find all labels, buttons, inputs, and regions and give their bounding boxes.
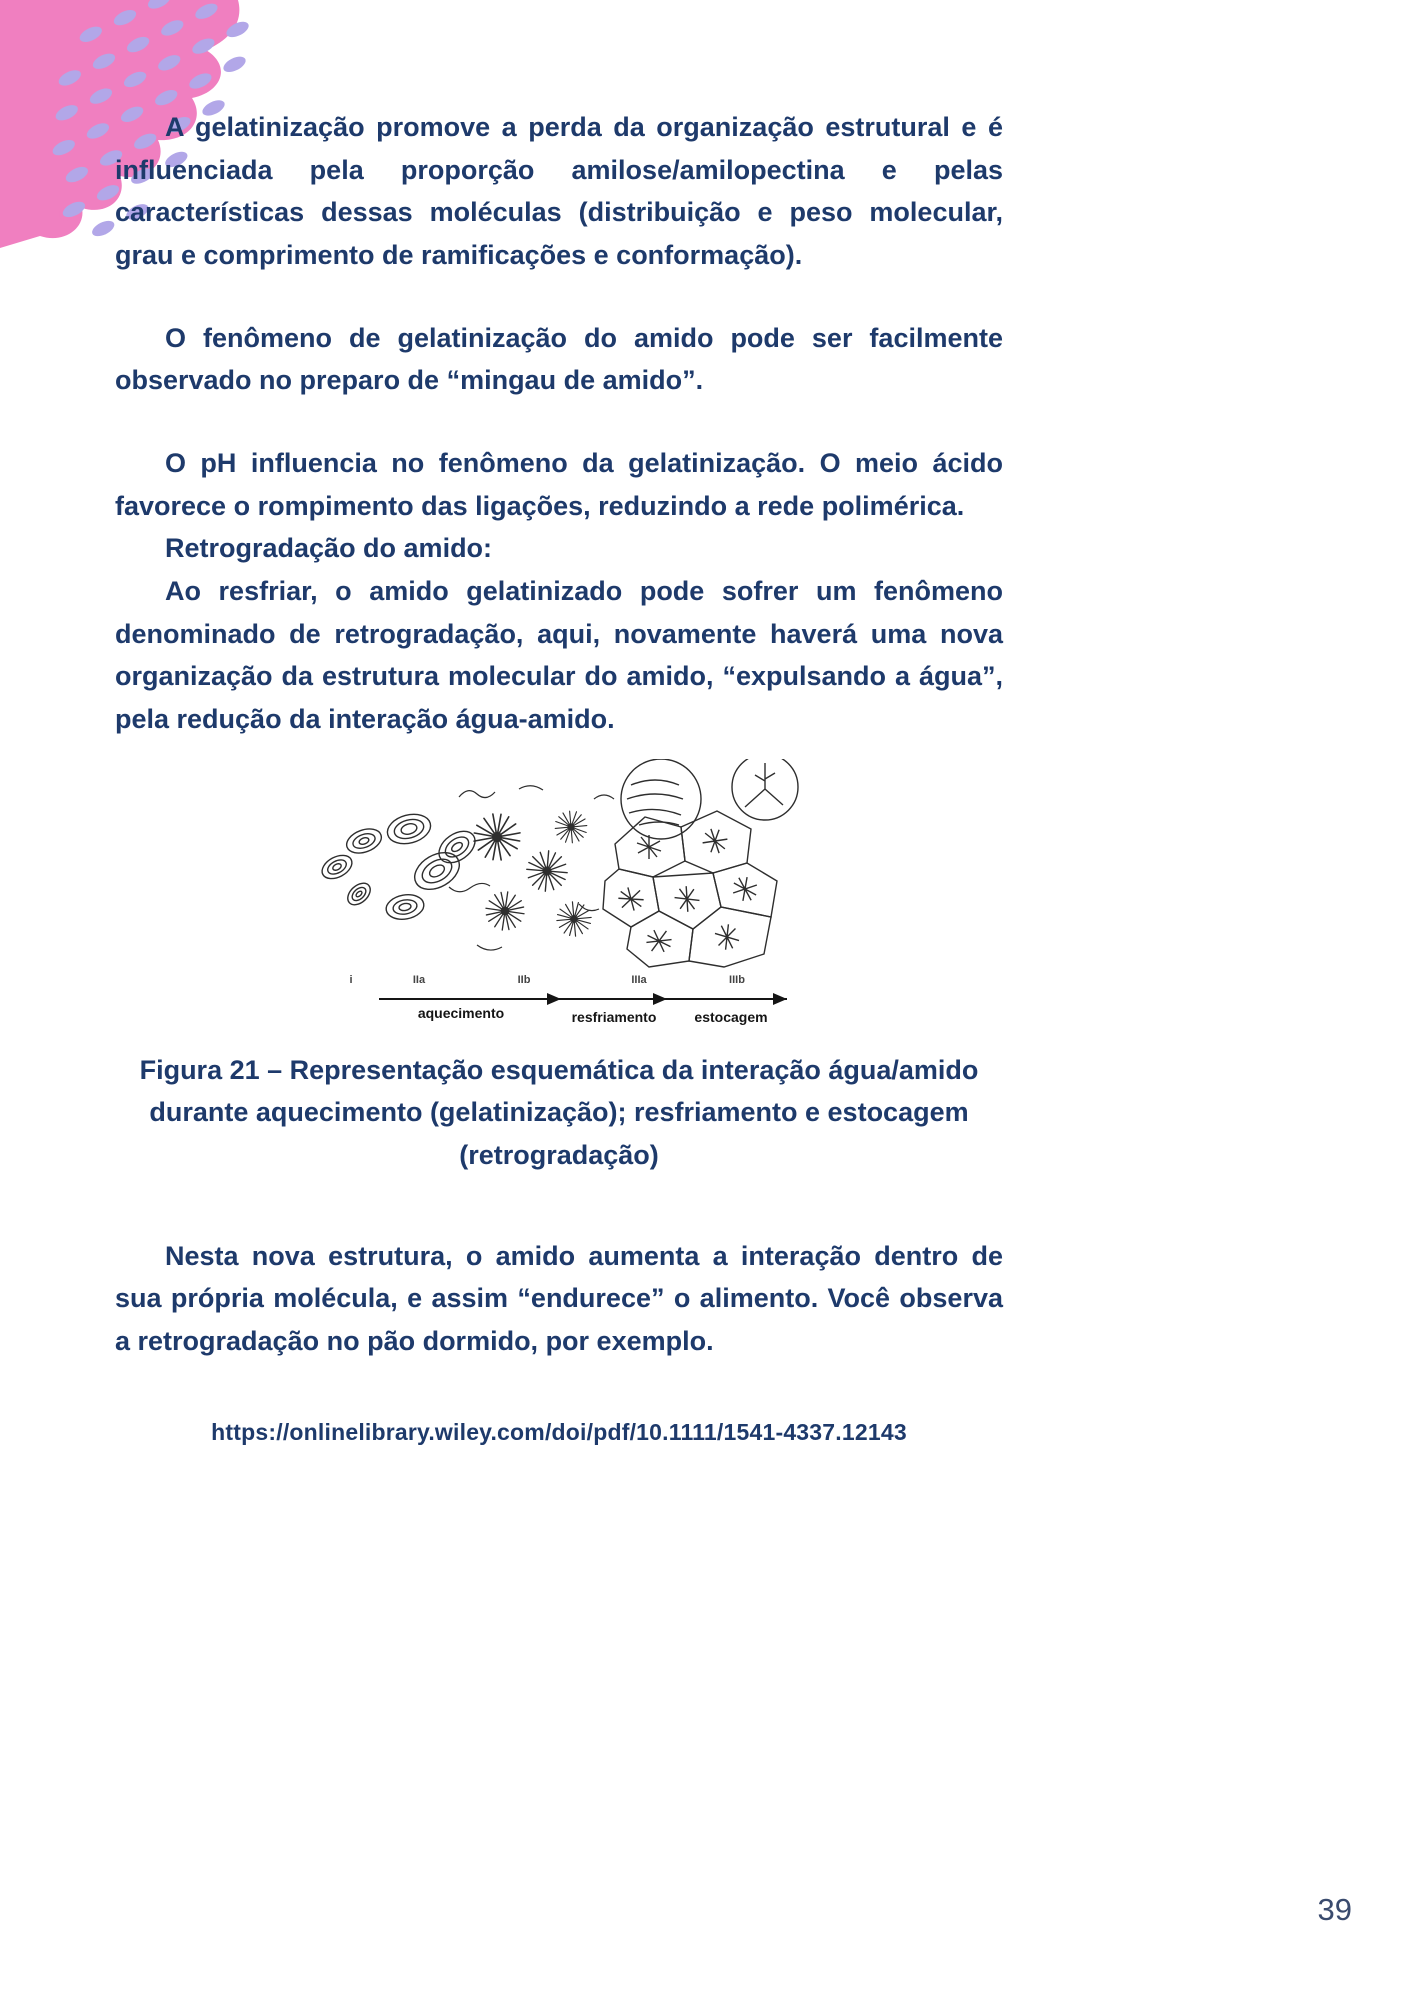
starch-diagram — [309, 759, 809, 1029]
stage-label-iib: IIb — [517, 973, 531, 986]
process-label-estocagem: estocagem — [694, 1008, 768, 1025]
paragraph-ph: O pH influencia no fenômeno da gelatinização. O meio ácido favorece o rompimento das ligações, reduzindo a rede polimérica. — [115, 447, 1003, 521]
retrograded-cells-stage-iii — [603, 811, 777, 967]
paragraph-gelatinization-intro: A gelatinização promove a perda da organização estrutural e é influenciada pela proporção amilose/amilopectina e pelas características dessas moléculas (distribuição e peso molecular, grau e comprimento de ramificações e conformação). — [115, 112, 1003, 270]
stage-label-i: i — [349, 973, 353, 986]
stage-labels — [349, 974, 745, 986]
paragraph-retrogradacao: Ao resfriar, o amido gelatinizado pode sofrer um fenômeno denominado de retrogradação, aqui, novamente haverá uma nova organização da estrutura molecular do amido, “expulsando a água”, pela redução da interação água-amido. — [115, 575, 1003, 734]
gelatinized-granules-stage-iib — [470, 804, 594, 939]
process-arrow — [379, 993, 787, 1025]
text-column — [115, 106, 1003, 1474]
stage-label-iia: IIa — [412, 973, 426, 986]
process-label-aquecimento: aquecimento — [417, 1004, 505, 1021]
stage-label-iiia: IIIa — [631, 973, 647, 986]
swollen-granules-stage-iia — [384, 809, 481, 921]
figure-21 — [115, 759, 1003, 1029]
page-number: 39 — [1317, 1892, 1352, 1927]
heading-retrogradacao: Retrogradação do amido: — [165, 533, 493, 564]
magnifier-detail-circles — [621, 759, 798, 839]
stage-label-iiib: IIIb — [729, 973, 745, 986]
figure-caption: Figura 21 – Representação esquemática da interação água/amido durante aquecimento (gelatinização); resfriamento e estocagem (retrogradação) — [139, 1054, 979, 1170]
paragraph-nova-estrutura: Nesta nova estrutura, o amido aumenta a interação dentro de sua própria molécula, e assim “endurece” o alimento. Você observa a retrogradação no pão dormido, por exemplo. — [115, 1240, 1003, 1356]
native-granules-stage-i — [318, 824, 384, 909]
amylose-squiggles — [449, 785, 614, 949]
paragraph-mingau: O fenômeno de gelatinização do amido pode ser facilmente observado no preparo de “mingau de amido”. — [115, 322, 1003, 396]
process-label-resfriamento: resfriamento — [571, 1008, 657, 1025]
source-url[interactable]: https://onlinelibrary.wiley.com/doi/pdf/10.1111/1541-4337.12143 — [211, 1419, 907, 1446]
